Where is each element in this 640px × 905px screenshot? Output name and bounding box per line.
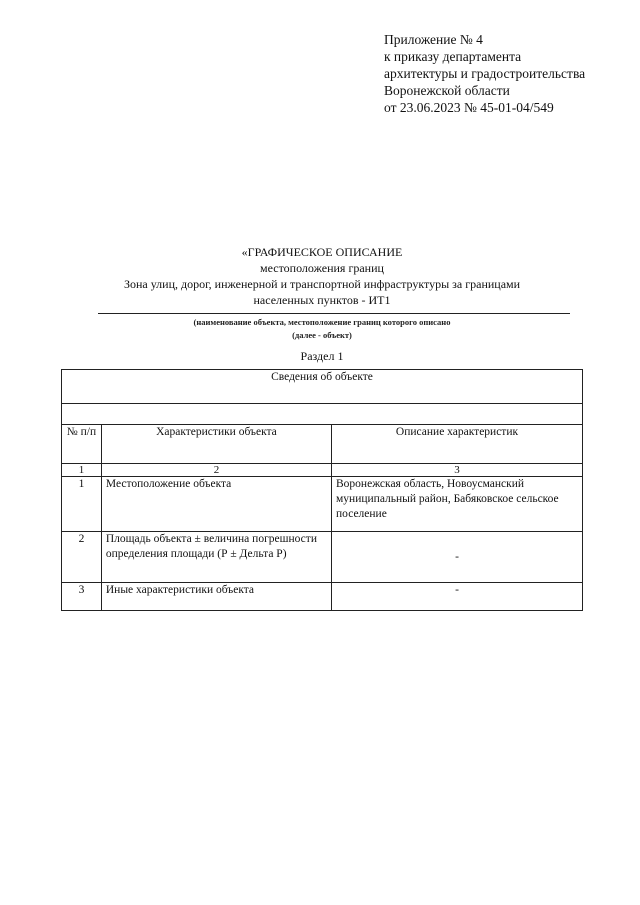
- title-caption: [60, 316, 584, 342]
- row-number: 3: [62, 583, 102, 611]
- appendix-header: [384, 31, 585, 116]
- appendix-line: Воронежской области: [384, 83, 510, 98]
- title-line: «ГРАФИЧЕСКОЕ ОПИСАНИЕ: [241, 245, 403, 259]
- table-column-numbers: [62, 464, 583, 477]
- table-row: [62, 532, 583, 583]
- caption-line: (далее - объект): [292, 330, 352, 340]
- column-number: 3: [332, 464, 583, 477]
- title-line: местоположения границ: [260, 261, 384, 275]
- row-description: -: [332, 583, 583, 611]
- table-header-row: [62, 370, 583, 404]
- table-row: [62, 477, 583, 532]
- appendix-line: к приказу департамента: [384, 49, 522, 64]
- section-label: Раздел 1: [300, 349, 344, 363]
- column-header-number: № п/п: [62, 425, 102, 464]
- table-blank-cell: [62, 404, 583, 425]
- caption-line: (наименование объекта, местоположение границ которого описано: [193, 317, 451, 327]
- title-line: Зона улиц, дорог, инженерной и транспортной инфраструктуры за границами: [123, 277, 521, 291]
- row-number: 2: [62, 532, 102, 583]
- column-number: 1: [62, 464, 102, 477]
- appendix-line: от 23.06.2023 № 45-01-04/549: [384, 100, 554, 115]
- column-header-description: Описание характеристик: [332, 425, 583, 464]
- title-underline: [98, 313, 570, 314]
- row-description: Воронежская область, Новоусманский муниципальный район, Бабяковское сельское поселение: [332, 477, 583, 532]
- row-characteristic: Местоположение объекта: [101, 477, 331, 532]
- table-blank-row: [62, 404, 583, 425]
- table-header: Сведения об объекте: [62, 370, 583, 404]
- appendix-line: Приложение № 4: [384, 32, 483, 47]
- table-column-headers: [62, 425, 583, 464]
- column-header-characteristic: Характеристики объекта: [101, 425, 331, 464]
- table-row: [62, 583, 583, 611]
- title-line: населенных пунктов - ИТ1: [253, 293, 391, 307]
- column-number: 2: [101, 464, 331, 477]
- row-characteristic: Площадь объекта ± величина погрешности определения площади (Р ± Дельта Р): [101, 532, 331, 583]
- row-description: -: [332, 532, 583, 583]
- document-title: [60, 244, 584, 308]
- row-characteristic: Иные характеристики объекта: [101, 583, 331, 611]
- object-info-table: [61, 369, 583, 611]
- row-number: 1: [62, 477, 102, 532]
- appendix-line: архитектуры и градостроительства: [384, 66, 586, 81]
